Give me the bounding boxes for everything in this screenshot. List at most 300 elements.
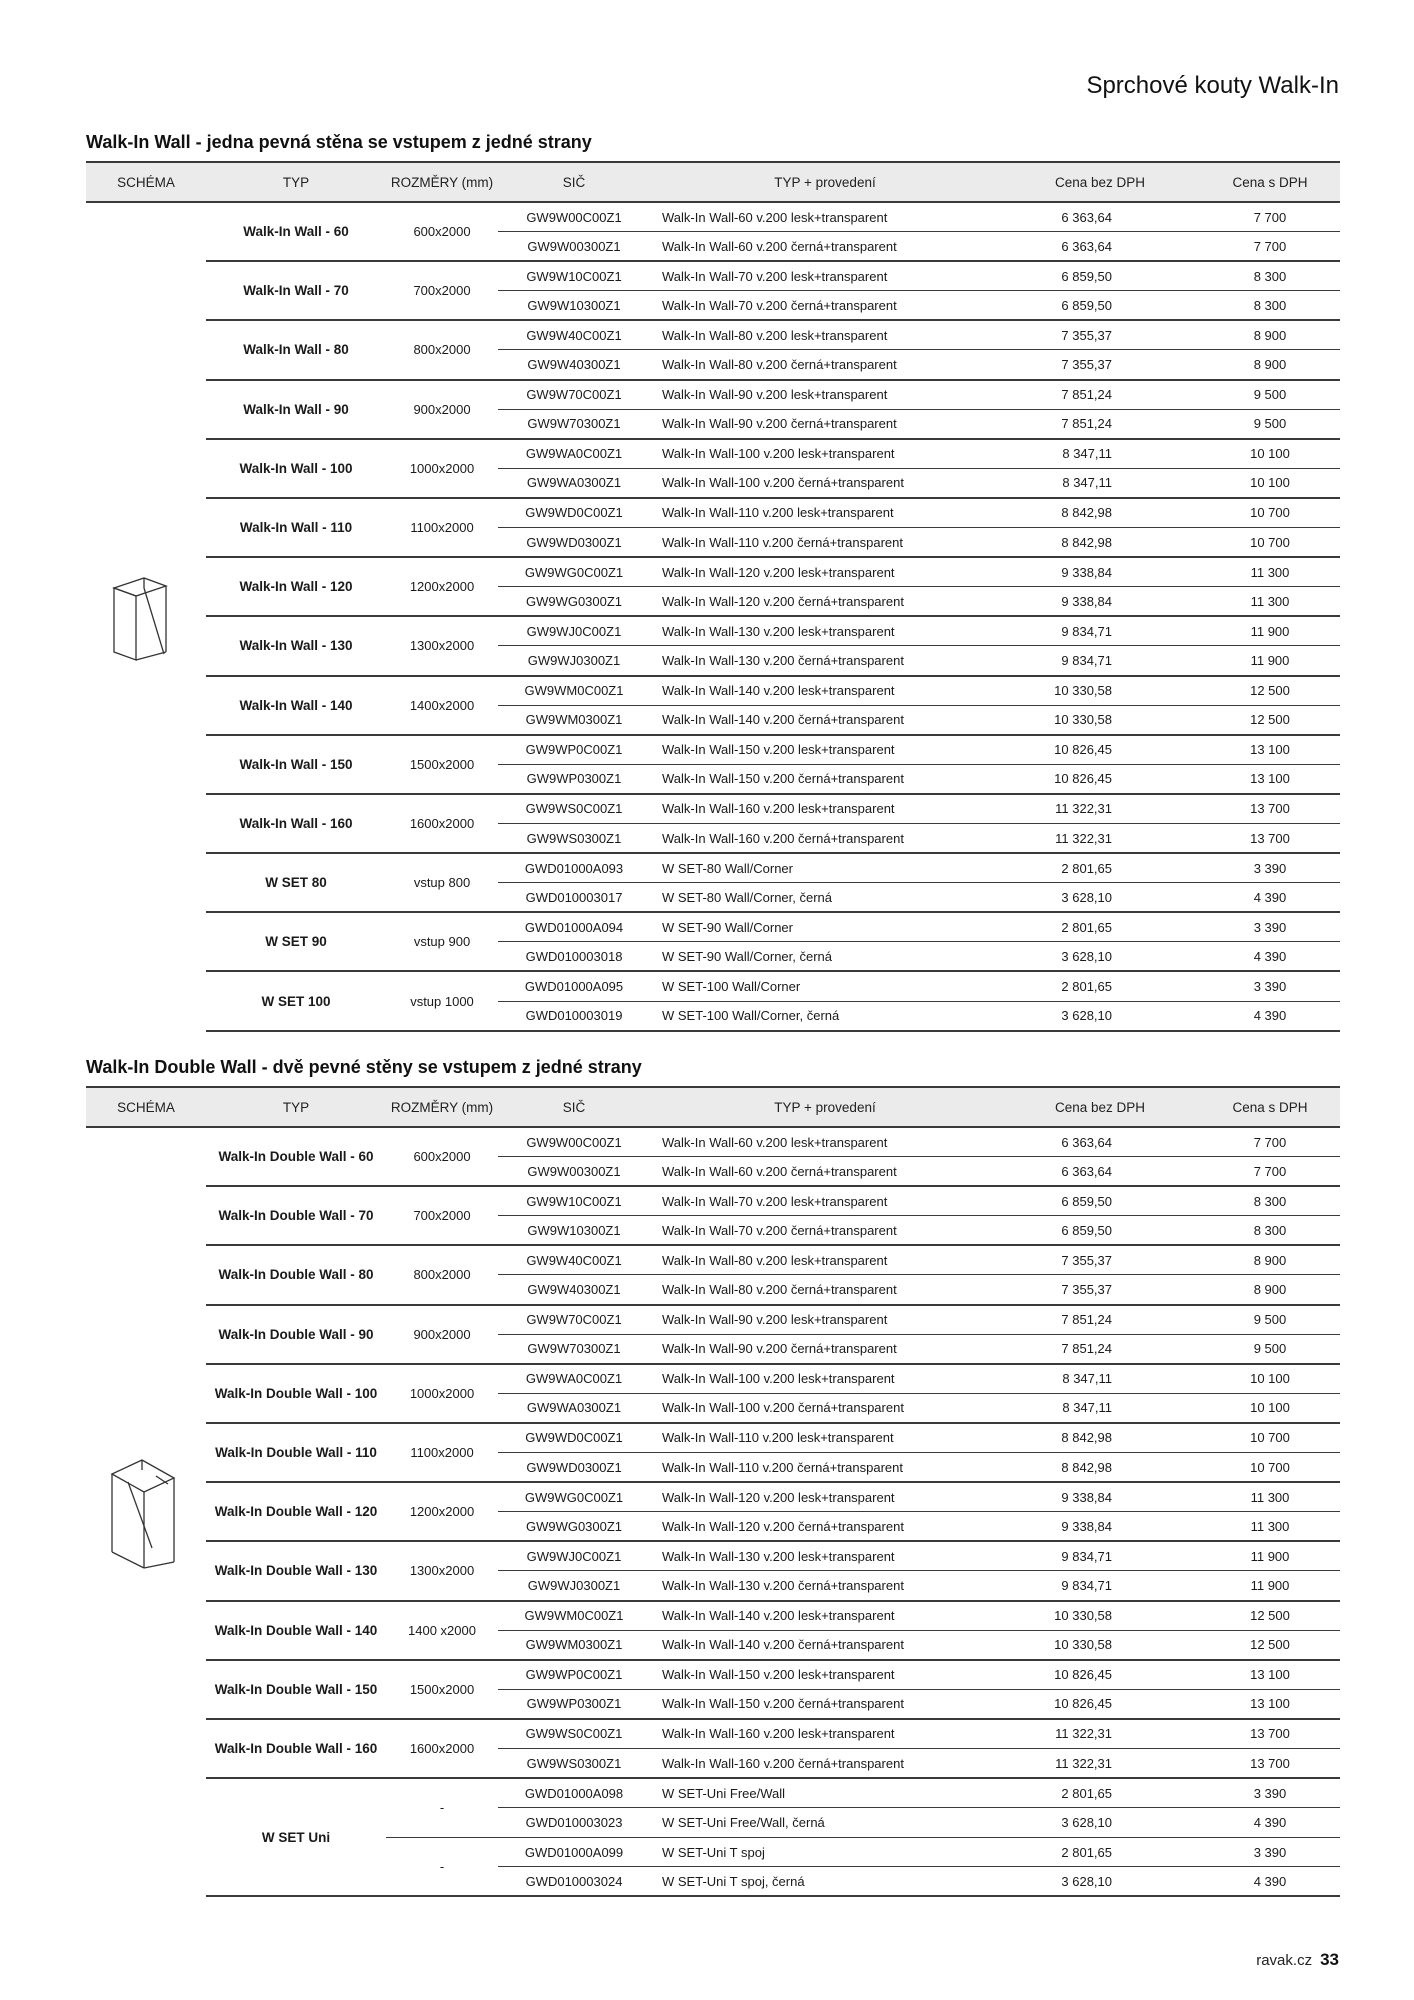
price-with-vat: 12 500 <box>1200 676 1340 706</box>
product-code: GW9W10300Z1 <box>498 1216 650 1246</box>
header-rozmery: ROZMĚRY (mm) <box>386 1087 498 1127</box>
product-code: GW9W10C00Z1 <box>498 261 650 291</box>
dimensions: 1100x2000 <box>386 498 498 557</box>
product-type: W SET 80 <box>206 853 386 912</box>
product-code: GW9WM0300Z1 <box>498 705 650 735</box>
price-with-vat: 7 700 <box>1200 1157 1340 1187</box>
product-type: Walk-In Double Wall - 140 <box>206 1601 386 1660</box>
dimensions: 1500x2000 <box>386 1660 498 1719</box>
product-type: Walk-In Wall - 100 <box>206 439 386 498</box>
product-code: GW9WJ0300Z1 <box>498 1571 650 1601</box>
product-code: GW9W40300Z1 <box>498 1275 650 1305</box>
price-with-vat: 4 390 <box>1200 1808 1340 1838</box>
price-without-vat: 9 834,71 <box>1000 1571 1200 1601</box>
product-code: GW9WS0300Z1 <box>498 823 650 853</box>
dimensions: 800x2000 <box>386 320 498 379</box>
product-code: GW9W70300Z1 <box>498 409 650 439</box>
product-description: Walk-In Wall-120 v.200 lesk+transparent <box>650 557 1000 587</box>
page-number: 33 <box>1320 1950 1339 1969</box>
table-row <box>86 439 1340 469</box>
price-with-vat: 3 390 <box>1200 912 1340 942</box>
price-without-vat: 3 628,10 <box>1000 1867 1200 1897</box>
price-without-vat: 11 322,31 <box>1000 1748 1200 1778</box>
dimensions: - <box>386 1837 498 1896</box>
price-with-vat: 13 700 <box>1200 1748 1340 1778</box>
product-description: Walk-In Wall-160 v.200 lesk+transparent <box>650 1719 1000 1749</box>
product-code: GW9WS0300Z1 <box>498 1748 650 1778</box>
price-with-vat: 10 100 <box>1200 1393 1340 1423</box>
product-type: W SET 100 <box>206 971 386 1030</box>
product-description: Walk-In Wall-100 v.200 černá+transparent <box>650 468 1000 498</box>
table-row <box>86 1245 1340 1275</box>
price-without-vat: 9 834,71 <box>1000 616 1200 646</box>
product-description: Walk-In Wall-150 v.200 černá+transparent <box>650 1689 1000 1719</box>
product-description: Walk-In Wall-110 v.200 černá+transparent <box>650 528 1000 558</box>
price-without-vat: 3 628,10 <box>1000 1001 1200 1031</box>
product-description: Walk-In Wall-60 v.200 černá+transparent <box>650 1157 1000 1187</box>
price-without-vat: 7 851,24 <box>1000 1334 1200 1364</box>
price-without-vat: 8 842,98 <box>1000 1423 1200 1453</box>
price-without-vat: 9 338,84 <box>1000 1512 1200 1542</box>
table-row <box>86 1719 1340 1749</box>
product-type: Walk-In Double Wall - 70 <box>206 1186 386 1245</box>
price-without-vat: 10 330,58 <box>1000 1601 1200 1631</box>
product-type: Walk-In Wall - 150 <box>206 735 386 794</box>
price-without-vat: 3 628,10 <box>1000 1808 1200 1838</box>
price-without-vat: 8 842,98 <box>1000 528 1200 558</box>
product-code: GW9WA0300Z1 <box>498 468 650 498</box>
product-description: W SET-Uni Free/Wall, černá <box>650 1808 1000 1838</box>
product-description: Walk-In Wall-80 v.200 černá+transparent <box>650 350 1000 380</box>
header-cena-s-dph: Cena s DPH <box>1200 1087 1340 1127</box>
price-with-vat: 11 900 <box>1200 616 1340 646</box>
price-without-vat: 7 851,24 <box>1000 409 1200 439</box>
table-row <box>86 557 1340 587</box>
product-code: GW9W70C00Z1 <box>498 380 650 410</box>
price-without-vat: 8 347,11 <box>1000 439 1200 469</box>
product-code: GW9WG0C00Z1 <box>498 1482 650 1512</box>
table-row <box>86 202 1340 232</box>
price-with-vat: 8 300 <box>1200 1216 1340 1246</box>
product-code: GW9W00300Z1 <box>498 232 650 262</box>
dimensions: 1100x2000 <box>386 1423 498 1482</box>
price-without-vat: 11 322,31 <box>1000 1719 1200 1749</box>
product-description: Walk-In Wall-110 v.200 lesk+transparent <box>650 1423 1000 1453</box>
header-typ-provedeni: TYP + provedení <box>650 1087 1000 1127</box>
table-row <box>86 261 1340 291</box>
table-header-row <box>86 1087 1340 1127</box>
price-without-vat: 10 826,45 <box>1000 1660 1200 1690</box>
price-with-vat: 12 500 <box>1200 1601 1340 1631</box>
product-code: GWD01000A098 <box>498 1778 650 1808</box>
price-with-vat: 4 390 <box>1200 1867 1340 1897</box>
price-with-vat: 10 100 <box>1200 1364 1340 1394</box>
price-without-vat: 10 330,58 <box>1000 676 1200 706</box>
price-without-vat: 6 363,64 <box>1000 232 1200 262</box>
dimensions: 700x2000 <box>386 261 498 320</box>
price-without-vat: 2 801,65 <box>1000 971 1200 1001</box>
price-without-vat: 6 363,64 <box>1000 202 1200 232</box>
product-code: GWD010003017 <box>498 883 650 913</box>
table-row <box>86 1660 1340 1690</box>
product-type: Walk-In Double Wall - 80 <box>206 1245 386 1304</box>
table-row <box>86 735 1340 765</box>
product-description: Walk-In Wall-80 v.200 lesk+transparent <box>650 320 1000 350</box>
product-description: Walk-In Wall-70 v.200 černá+transparent <box>650 1216 1000 1246</box>
shower-double-wall-schema-icon <box>108 1452 188 1572</box>
price-without-vat: 10 330,58 <box>1000 705 1200 735</box>
price-without-vat: 6 363,64 <box>1000 1127 1200 1157</box>
product-code: GW9WG0300Z1 <box>498 1512 650 1542</box>
price-without-vat: 8 347,11 <box>1000 1364 1200 1394</box>
header-typ: TYP <box>206 162 386 202</box>
product-code: GWD010003023 <box>498 1808 650 1838</box>
table-row <box>86 853 1340 883</box>
product-type: Walk-In Wall - 130 <box>206 616 386 675</box>
product-type: Walk-In Double Wall - 120 <box>206 1482 386 1541</box>
price-without-vat: 8 842,98 <box>1000 498 1200 528</box>
price-with-vat: 7 700 <box>1200 232 1340 262</box>
header-cena-bez-dph: Cena bez DPH <box>1000 162 1200 202</box>
product-description: W SET-Uni Free/Wall <box>650 1778 1000 1808</box>
section-title: Walk-In Wall - jedna pevná stěna se vstupem z jedné strany <box>86 132 592 152</box>
product-type: Walk-In Wall - 90 <box>206 380 386 439</box>
product-code: GW9W00300Z1 <box>498 1157 650 1187</box>
product-description: W SET-80 Wall/Corner <box>650 853 1000 883</box>
schema-cell <box>86 202 206 1031</box>
table-row <box>86 1127 1340 1157</box>
table-row <box>86 498 1340 528</box>
product-description: Walk-In Wall-150 v.200 černá+transparent <box>650 764 1000 794</box>
dimensions: vstup 800 <box>386 853 498 912</box>
product-code: GW9WG0300Z1 <box>498 587 650 617</box>
dimensions: 1400x2000 <box>386 676 498 735</box>
price-with-vat: 3 390 <box>1200 1778 1340 1808</box>
price-table <box>86 1086 1340 1897</box>
site-url: ravak.cz <box>1256 1952 1313 1969</box>
product-code: GW9WS0C00Z1 <box>498 1719 650 1749</box>
product-type: Walk-In Wall - 80 <box>206 320 386 379</box>
product-description: Walk-In Wall-80 v.200 lesk+transparent <box>650 1245 1000 1275</box>
product-code: GW9WJ0C00Z1 <box>498 1541 650 1571</box>
product-description: W SET-90 Wall/Corner, černá <box>650 942 1000 972</box>
product-description: Walk-In Wall-160 v.200 lesk+transparent <box>650 794 1000 824</box>
product-description: Walk-In Wall-150 v.200 lesk+transparent <box>650 1660 1000 1690</box>
price-without-vat: 6 859,50 <box>1000 1216 1200 1246</box>
product-code: GW9W40300Z1 <box>498 350 650 380</box>
price-without-vat: 3 628,10 <box>1000 942 1200 972</box>
product-description: Walk-In Wall-100 v.200 lesk+transparent <box>650 1364 1000 1394</box>
price-without-vat: 7 355,37 <box>1000 1275 1200 1305</box>
product-type: Walk-In Wall - 120 <box>206 557 386 616</box>
header-sic: SIČ <box>498 1087 650 1127</box>
product-description: Walk-In Wall-90 v.200 lesk+transparent <box>650 1305 1000 1335</box>
product-description: Walk-In Wall-130 v.200 černá+transparent <box>650 1571 1000 1601</box>
header-typ-provedeni: TYP + provedení <box>650 162 1000 202</box>
price-without-vat: 8 347,11 <box>1000 468 1200 498</box>
price-with-vat: 8 900 <box>1200 350 1340 380</box>
price-with-vat: 9 500 <box>1200 1305 1340 1335</box>
product-description: Walk-In Wall-120 v.200 lesk+transparent <box>650 1482 1000 1512</box>
price-without-vat: 10 826,45 <box>1000 764 1200 794</box>
price-with-vat: 10 700 <box>1200 1453 1340 1483</box>
price-without-vat: 7 851,24 <box>1000 1305 1200 1335</box>
product-code: GW9WP0C00Z1 <box>498 735 650 765</box>
product-description: Walk-In Wall-140 v.200 lesk+transparent <box>650 1601 1000 1631</box>
price-with-vat: 10 700 <box>1200 498 1340 528</box>
dimensions: 800x2000 <box>386 1245 498 1304</box>
product-description: Walk-In Wall-110 v.200 lesk+transparent <box>650 498 1000 528</box>
page-title: Sprchové kouty Walk-In <box>1086 72 1339 99</box>
dimensions: 1300x2000 <box>386 616 498 675</box>
product-type: Walk-In Double Wall - 110 <box>206 1423 386 1482</box>
product-description: Walk-In Wall-110 v.200 černá+transparent <box>650 1453 1000 1483</box>
product-code: GWD01000A099 <box>498 1837 650 1867</box>
product-type: Walk-In Double Wall - 160 <box>206 1719 386 1778</box>
product-description: Walk-In Wall-130 v.200 lesk+transparent <box>650 1541 1000 1571</box>
product-type: Walk-In Double Wall - 130 <box>206 1541 386 1600</box>
product-code: GW9WM0C00Z1 <box>498 1601 650 1631</box>
header-rozmery: ROZMĚRY (mm) <box>386 162 498 202</box>
price-with-vat: 8 300 <box>1200 291 1340 321</box>
product-code: GW9W70C00Z1 <box>498 1305 650 1335</box>
price-with-vat: 13 100 <box>1200 735 1340 765</box>
product-type: W SET 90 <box>206 912 386 971</box>
product-description: Walk-In Wall-130 v.200 lesk+transparent <box>650 616 1000 646</box>
price-without-vat: 7 355,37 <box>1000 1245 1200 1275</box>
table-row <box>86 320 1340 350</box>
product-type: Walk-In Wall - 140 <box>206 676 386 735</box>
dimensions: 900x2000 <box>386 380 498 439</box>
price-with-vat: 3 390 <box>1200 853 1340 883</box>
product-code: GW9W40C00Z1 <box>498 320 650 350</box>
price-without-vat: 7 355,37 <box>1000 350 1200 380</box>
price-with-vat: 8 900 <box>1200 1245 1340 1275</box>
dimensions: 1000x2000 <box>386 1364 498 1423</box>
product-description: Walk-In Wall-80 v.200 černá+transparent <box>650 1275 1000 1305</box>
price-with-vat: 8 900 <box>1200 1275 1340 1305</box>
product-code: GWD010003018 <box>498 942 650 972</box>
price-with-vat: 7 700 <box>1200 1127 1340 1157</box>
product-code: GW9WP0300Z1 <box>498 764 650 794</box>
price-with-vat: 9 500 <box>1200 380 1340 410</box>
price-without-vat: 2 801,65 <box>1000 912 1200 942</box>
product-code: GW9WA0C00Z1 <box>498 1364 650 1394</box>
price-without-vat: 9 834,71 <box>1000 1541 1200 1571</box>
product-code: GWD010003019 <box>498 1001 650 1031</box>
product-description: Walk-In Wall-70 v.200 lesk+transparent <box>650 1186 1000 1216</box>
price-with-vat: 4 390 <box>1200 883 1340 913</box>
product-type: Walk-In Double Wall - 60 <box>206 1127 386 1186</box>
product-description: Walk-In Wall-140 v.200 černá+transparent <box>650 1630 1000 1660</box>
price-with-vat: 10 700 <box>1200 528 1340 558</box>
product-description: W SET-100 Wall/Corner <box>650 971 1000 1001</box>
product-type: Walk-In Double Wall - 100 <box>206 1364 386 1423</box>
price-without-vat: 8 347,11 <box>1000 1393 1200 1423</box>
dimensions: 1000x2000 <box>386 439 498 498</box>
schema-cell <box>86 1127 206 1896</box>
product-description: Walk-In Wall-120 v.200 černá+transparent <box>650 1512 1000 1542</box>
product-description: Walk-In Wall-90 v.200 černá+transparent <box>650 1334 1000 1364</box>
price-without-vat: 2 801,65 <box>1000 853 1200 883</box>
price-without-vat: 2 801,65 <box>1000 1778 1200 1808</box>
price-with-vat: 12 500 <box>1200 1630 1340 1660</box>
dimensions: 1400 x2000 <box>386 1601 498 1660</box>
product-code: GWD01000A095 <box>498 971 650 1001</box>
dimensions: 1200x2000 <box>386 1482 498 1541</box>
price-with-vat: 4 390 <box>1200 1001 1340 1031</box>
price-with-vat: 10 700 <box>1200 1423 1340 1453</box>
header-schema: SCHÉMA <box>86 162 206 202</box>
price-with-vat: 8 300 <box>1200 1186 1340 1216</box>
product-description: Walk-In Wall-60 v.200 lesk+transparent <box>650 202 1000 232</box>
dimensions: 1200x2000 <box>386 557 498 616</box>
dimensions: 600x2000 <box>386 202 498 261</box>
product-description: W SET-Uni T spoj, černá <box>650 1867 1000 1897</box>
dimensions: 1600x2000 <box>386 1719 498 1778</box>
page-footer <box>1256 1950 1339 1970</box>
product-description: W SET-90 Wall/Corner <box>650 912 1000 942</box>
product-description: Walk-In Wall-130 v.200 černá+transparent <box>650 646 1000 676</box>
price-without-vat: 10 826,45 <box>1000 1689 1200 1719</box>
price-with-vat: 13 700 <box>1200 823 1340 853</box>
price-with-vat: 13 100 <box>1200 764 1340 794</box>
price-without-vat: 10 330,58 <box>1000 1630 1200 1660</box>
price-with-vat: 10 100 <box>1200 439 1340 469</box>
price-with-vat: 3 390 <box>1200 971 1340 1001</box>
table-row <box>86 1364 1340 1394</box>
price-without-vat: 6 859,50 <box>1000 1186 1200 1216</box>
price-with-vat: 4 390 <box>1200 942 1340 972</box>
price-with-vat: 12 500 <box>1200 705 1340 735</box>
product-description: Walk-In Wall-70 v.200 lesk+transparent <box>650 261 1000 291</box>
price-without-vat: 11 322,31 <box>1000 794 1200 824</box>
dimensions: 600x2000 <box>386 1127 498 1186</box>
table-row <box>86 1778 1340 1808</box>
product-description: W SET-Uni T spoj <box>650 1837 1000 1867</box>
table-row <box>86 1482 1340 1512</box>
product-description: Walk-In Wall-140 v.200 černá+transparent <box>650 705 1000 735</box>
product-code: GW9WM0C00Z1 <box>498 676 650 706</box>
product-code: GW9WP0300Z1 <box>498 1689 650 1719</box>
header-typ: TYP <box>206 1087 386 1127</box>
product-code: GW9W40C00Z1 <box>498 1245 650 1275</box>
price-without-vat: 7 851,24 <box>1000 380 1200 410</box>
price-with-vat: 11 300 <box>1200 1512 1340 1542</box>
product-code: GW9W10C00Z1 <box>498 1186 650 1216</box>
dimensions: vstup 1000 <box>386 971 498 1030</box>
product-code: GW9WG0C00Z1 <box>498 557 650 587</box>
product-code: GW9WD0300Z1 <box>498 528 650 558</box>
product-code: GW9WA0C00Z1 <box>498 439 650 469</box>
section-walk-in-wall <box>86 131 1340 1032</box>
table-row <box>86 1423 1340 1453</box>
table-row <box>86 1305 1340 1335</box>
product-description: Walk-In Wall-160 v.200 černá+transparent <box>650 1748 1000 1778</box>
product-code: GW9W00C00Z1 <box>498 1127 650 1157</box>
price-table <box>86 161 1340 1032</box>
dimensions: 700x2000 <box>386 1186 498 1245</box>
product-type: Walk-In Double Wall - 90 <box>206 1305 386 1364</box>
price-without-vat: 7 355,37 <box>1000 320 1200 350</box>
product-code: GWD01000A093 <box>498 853 650 883</box>
price-with-vat: 11 900 <box>1200 1571 1340 1601</box>
table-row <box>86 1601 1340 1631</box>
product-description: Walk-In Wall-90 v.200 černá+transparent <box>650 409 1000 439</box>
product-type: Walk-In Wall - 160 <box>206 794 386 853</box>
product-description: W SET-80 Wall/Corner, černá <box>650 883 1000 913</box>
product-type: Walk-In Wall - 110 <box>206 498 386 557</box>
dimensions: 1500x2000 <box>386 735 498 794</box>
product-description: Walk-In Wall-70 v.200 černá+transparent <box>650 291 1000 321</box>
price-with-vat: 13 700 <box>1200 794 1340 824</box>
price-with-vat: 9 500 <box>1200 1334 1340 1364</box>
price-without-vat: 3 628,10 <box>1000 883 1200 913</box>
section-title: Walk-In Double Wall - dvě pevné stěny se vstupem z jedné strany <box>86 1057 642 1077</box>
price-without-vat: 6 363,64 <box>1000 1157 1200 1187</box>
table-row <box>86 676 1340 706</box>
product-code: GW9W70300Z1 <box>498 1334 650 1364</box>
price-with-vat: 7 700 <box>1200 202 1340 232</box>
price-with-vat: 11 300 <box>1200 557 1340 587</box>
product-code: GW9W10300Z1 <box>498 291 650 321</box>
dimensions: 1300x2000 <box>386 1541 498 1600</box>
product-description: Walk-In Wall-160 v.200 černá+transparent <box>650 823 1000 853</box>
product-code: GW9WJ0300Z1 <box>498 646 650 676</box>
product-description: Walk-In Wall-120 v.200 černá+transparent <box>650 587 1000 617</box>
dimensions: - <box>386 1778 498 1837</box>
price-without-vat: 2 801,65 <box>1000 1837 1200 1867</box>
price-without-vat: 6 859,50 <box>1000 261 1200 291</box>
price-without-vat: 9 338,84 <box>1000 557 1200 587</box>
product-code: GW9WP0C00Z1 <box>498 1660 650 1690</box>
table-header-row <box>86 162 1340 202</box>
price-without-vat: 11 322,31 <box>1000 823 1200 853</box>
product-description: Walk-In Wall-60 v.200 černá+transparent <box>650 232 1000 262</box>
product-description: Walk-In Wall-100 v.200 černá+transparent <box>650 1393 1000 1423</box>
shower-single-wall-schema-icon <box>108 572 188 662</box>
price-with-vat: 10 100 <box>1200 468 1340 498</box>
product-code: GW9WD0C00Z1 <box>498 498 650 528</box>
product-description: Walk-In Wall-90 v.200 lesk+transparent <box>650 380 1000 410</box>
price-without-vat: 9 338,84 <box>1000 587 1200 617</box>
product-description: Walk-In Wall-140 v.200 lesk+transparent <box>650 676 1000 706</box>
price-without-vat: 9 338,84 <box>1000 1482 1200 1512</box>
product-type: W SET Uni <box>206 1778 386 1896</box>
header-cena-bez-dph: Cena bez DPH <box>1000 1087 1200 1127</box>
price-with-vat: 13 100 <box>1200 1689 1340 1719</box>
product-description: W SET-100 Wall/Corner, černá <box>650 1001 1000 1031</box>
product-code: GW9WM0300Z1 <box>498 1630 650 1660</box>
header-cena-s-dph: Cena s DPH <box>1200 162 1340 202</box>
price-without-vat: 8 842,98 <box>1000 1453 1200 1483</box>
price-with-vat: 11 300 <box>1200 587 1340 617</box>
table-row <box>86 616 1340 646</box>
header-schema: SCHÉMA <box>86 1087 206 1127</box>
table-row <box>86 380 1340 410</box>
table-row <box>86 912 1340 942</box>
price-with-vat: 11 900 <box>1200 646 1340 676</box>
product-code: GW9W00C00Z1 <box>498 202 650 232</box>
product-code: GW9WJ0C00Z1 <box>498 616 650 646</box>
product-code: GWD01000A094 <box>498 912 650 942</box>
price-with-vat: 11 900 <box>1200 1541 1340 1571</box>
price-with-vat: 3 390 <box>1200 1837 1340 1867</box>
product-description: Walk-In Wall-60 v.200 lesk+transparent <box>650 1127 1000 1157</box>
table-row <box>86 1186 1340 1216</box>
price-with-vat: 13 700 <box>1200 1719 1340 1749</box>
product-code: GW9WD0300Z1 <box>498 1453 650 1483</box>
